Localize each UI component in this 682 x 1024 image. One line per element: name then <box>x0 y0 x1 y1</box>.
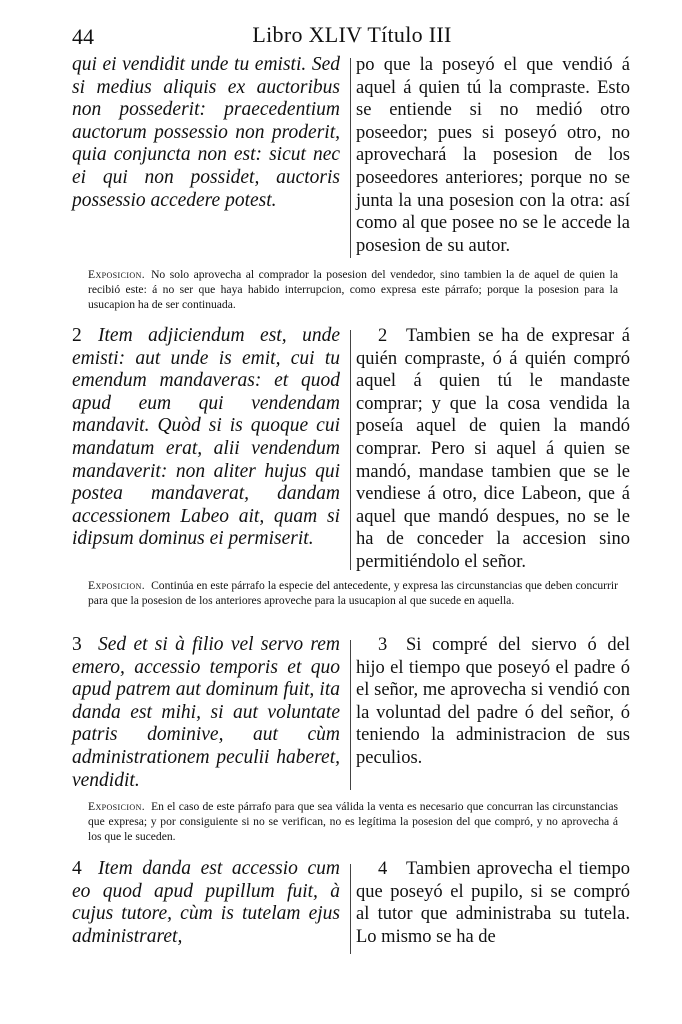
spanish-column <box>356 54 630 257</box>
exposicion-note-2 <box>88 578 618 608</box>
paragraph-number: 4 <box>72 858 82 879</box>
latin-column <box>72 54 340 212</box>
exposicion-text: No solo aprovecha al comprador la posesion del vendedor, sino tambien la de aquel de quien la recibió este: á no ser que haya habido interrupcion, como expresa este párrafo; porque la posesion para la usucapion ha de ser continuada. <box>88 268 618 311</box>
exposicion-label: Exposicion. <box>88 579 146 592</box>
column-divider <box>350 58 351 258</box>
paragraph-number: 2 <box>378 326 388 346</box>
latin-text: Item adjiciendum est, unde emisti: aut unde is emit, cui tu emendum mandaveras: et quod apud eum qui vendendam mandavit. Quòd si is quoque cui mandatum erat, alii vendendum mandaverit: non aliter hujus qui postea mandaverat, dandam accessionem Labeo ait, quam si idipsum dominus ei permiserit. <box>72 325 340 550</box>
spanish-text: Tambien se ha de expresar á quién compraste, ó á quién compró aquel á quien tú le mandaste comprar; y que la cosa vendida la poseía aquel de quien la mandó comprar. Pero si aquel á quien se mandó, mandase tambien que se le vendiese á otro, dice Labeon, que á aquel que mandó despues, no se le ha de conceder la accesion sino permitiéndolo el señor. <box>356 326 630 572</box>
paragraph-pair-3 <box>72 634 630 794</box>
page-number: 44 <box>72 24 94 49</box>
running-title: Libro XLIV Título III <box>252 22 452 47</box>
exposicion-label: Exposicion. <box>88 800 146 813</box>
spanish-text: po que la poseyó el que vendió á aquel á quien tú la compraste. Esto se entiende si no medió otro poseedor; pues si poseyó otro, no aprovechará la posesion de los poseedores anteriores; porque no se junta la una posesion con la otra: así como al que posee no se le accede la posesion de su autor. <box>356 55 630 256</box>
spanish-column <box>356 634 630 770</box>
latin-text: qui ei vendidit unde tu emisti. Sed si medius aliquis ex auctoribus non possederit: praecedentium auctorum possessio non proderit, quia conjuncta non est: sicut nec ei qui non possidet, auctoris possessio accedere potest. <box>72 54 340 211</box>
column-divider <box>350 640 351 790</box>
latin-column <box>72 325 340 551</box>
exposicion-text: En el caso de este párrafo para que sea válida la venta es necesario que concurran las circunstancias que expresa; y por consiguiente si no se verifican, no es legítima la posesion del que compró, y no aprovecha á los que le suceden. <box>88 800 618 843</box>
paragraph-pair-1 <box>72 54 630 262</box>
paragraph-number: 4 <box>378 859 388 879</box>
spanish-column <box>356 325 630 574</box>
exposicion-note-1 <box>88 267 618 312</box>
paragraph-pair-4 <box>72 858 630 958</box>
exposicion-text: Continúa en este párrafo la especie del antecedente, y expresa las circunstancias que deben concurrir para que la posesion de los anteriores aproveche para la usucapion al que sucede en aquella. <box>88 579 618 607</box>
column-divider <box>350 330 351 570</box>
page-header <box>72 20 632 50</box>
paragraph-number: 3 <box>378 635 388 655</box>
paragraph-number: 2 <box>72 325 82 346</box>
latin-text: Item danda est accessio cum eo quod apud pupillum fuit, à cujus tutore, cùm is tutelam ejus administraret, <box>72 858 340 947</box>
paragraph-pair-2 <box>72 325 630 575</box>
latin-column <box>72 634 340 792</box>
latin-column <box>72 858 340 948</box>
exposicion-note-3 <box>88 799 618 844</box>
column-divider <box>350 864 351 954</box>
spanish-text: Si compré del siervo ó del hijo el tiempo que poseyó el padre ó el señor, me aprovecha si vendió con la voluntad del padre ó del señor, ó teniendo la administracion de sus peculios. <box>356 635 630 768</box>
spanish-column <box>356 858 630 948</box>
paragraph-number: 3 <box>72 634 82 655</box>
latin-text: Sed et si à filio vel servo rem emero, accessio temporis et quo apud patrem aut dominum fuit, ita danda est mihi, si aut voluntate patris dominive, aut cùm administrationem peculii haberet, vendidit. <box>72 634 340 791</box>
exposicion-label: Exposicion. <box>88 268 146 281</box>
spanish-text: Tambien aprovecha el tiempo que poseyó el pupilo, si se compró al tutor que administraba su tutela. Lo mismo se ha de <box>356 859 630 947</box>
